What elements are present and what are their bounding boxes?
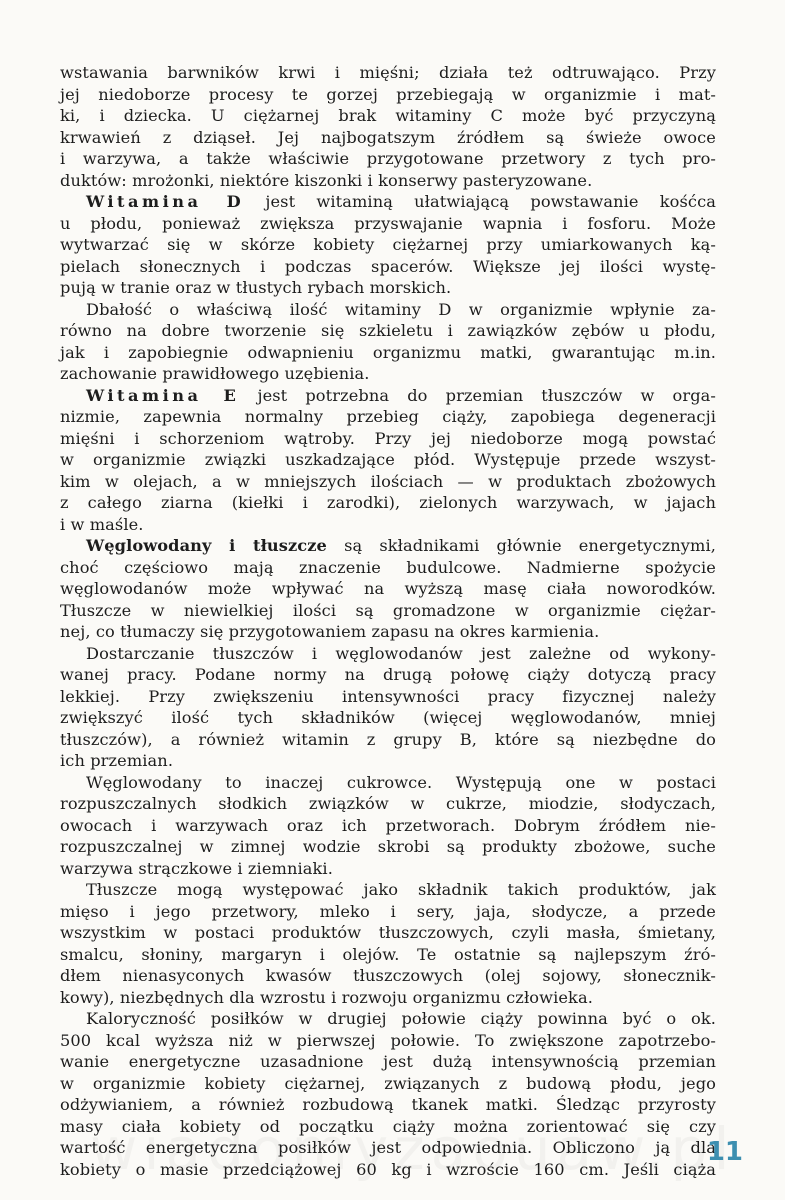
text-line: 500 kcal wyższa niż w pierwszej połowie. To zwiększone zapotrzebo- <box>60 1030 716 1050</box>
text-line: Dostarczanie tłuszczów i węglowodanów jest zależne od wykony- <box>86 643 716 663</box>
text-line: mięso i jego przetwory, mleko i sery, jaja, słodycze, a przede <box>60 901 716 921</box>
text-line: Dbałość o właściwą ilość witaminy D w organizmie wpłynie za- <box>86 299 716 319</box>
text-line: kim w olejach, a w mniejszych ilościach — w produktach zbożowych <box>60 471 716 491</box>
heading-vitamin-d: Witamina D <box>86 192 245 211</box>
paragraph-vitamin-e-first-line <box>60 385 716 407</box>
text-line: nej, co tłumaczy się przygotowaniem zapasu na okres karmienia. <box>60 622 600 641</box>
text-line: odżywianiem, a również rozbudową tkanek matki. Śledząc przyrosty <box>60 1095 716 1114</box>
text-line: u płodu, ponieważ zwiększa przyswajanie wapnia i fosforu. Może <box>60 213 716 233</box>
text-line: smalcu, słoniny, margaryn i olejów. Te ostatnie są najlepszym źró- <box>60 944 716 964</box>
text-line: mięśni i schorzeniom wątroby. Przy jej niedoborze mogą powstać <box>60 428 716 448</box>
text-line: kobiety o masie przedciążowej 60 kg i wzroście 160 cm. Jeśli ciąża <box>60 1159 716 1179</box>
text-segment: jest potrzebna do przemian tłuszczów w orga- <box>257 385 716 405</box>
text-line: kowy), niezbędnych dla wzrostu i rozwoju organizmu człowieka. <box>60 987 593 1007</box>
watermark <box>90 1115 735 1183</box>
text-line: rozpuszczalnych słodkich związków w cukrze, miodzie, słodyczach, <box>60 794 716 813</box>
text-line: duktów: mrożonki, niektóre kiszonki i konserwy pasteryzowane. <box>60 170 593 190</box>
text-line: masy ciała kobiety od początku ciąży można zorientować się czy <box>60 1116 716 1136</box>
text-line: jej niedoborze procesy te gorzej przebiegają w organizmie i mat- <box>60 84 716 104</box>
text-line: Tłuszcze w niewielkiej ilości są gromadzone w organizmie ciężar- <box>60 600 716 620</box>
text-line: ki, i dziecka. U ciężarnej brak witaminy C może być przyczyną <box>60 106 716 125</box>
text-line: wartość energetyczna posiłków jest odpowiednia. Obliczono ją dla <box>60 1138 716 1157</box>
text-line: lekkiej. Przy zwiększeniu intensywności pracy fizycznej należy <box>60 686 716 706</box>
heading-vitamin-e: Witamina E <box>86 385 240 405</box>
paragraph-carbs-fats-first-line <box>60 535 716 557</box>
text-line: zachowanie prawidłowego uzębienia. <box>60 364 370 383</box>
text-line: równo na dobre tworzenie się szkieletu i zawiązków zębów u płodu, <box>60 321 716 340</box>
text-line: wstawania barwników krwi i mięśni; działa też odtruwająco. Przy <box>60 63 716 82</box>
text-line: warzywa strączkowe i ziemniaki. <box>60 858 333 878</box>
text-line: dłem nienasyconych kwasów tłuszczowych (olej sojowy, słonecznik- <box>60 966 716 985</box>
text-line: jak i zapobiegnie odwapnieniu organizmu matki, gwarantując m.in. <box>60 342 716 362</box>
text-line: choć częściowo mają znaczenie budulcowe. Nadmierne spożycie <box>60 557 716 577</box>
text-line: w organizmie kobiety ciężarnej, związanych z budową płodu, jego <box>60 1073 716 1093</box>
text-line: wytwarzać się w skórze kobiety ciężarnej przy umiarkowanych ką- <box>60 235 716 254</box>
text-line: wanej pracy. Podane normy na drugą połowę ciąży dotyczą pracy <box>60 665 716 684</box>
text-segment: jest witaminą ułatwiającą powstawanie kośćca <box>265 192 717 211</box>
text-line: węglowodanów może wpływać na wyższą masę ciała noworodków. <box>60 579 716 598</box>
text-line: rozpuszczalnej w zimnej wodzie skrobi są produkty zbożowe, suche <box>60 837 716 856</box>
page-body <box>60 62 716 1180</box>
text-line: tłuszczów), a również witamin z grupy B, które są niezbędne do <box>60 729 716 749</box>
text-line: wszystkim w postaci produktów tłuszczowych, czyli masła, śmietany, <box>60 923 716 942</box>
text-line: Węglowodany to inaczej cukrowce. Występują one w postaci <box>86 772 716 792</box>
text-segment: są składnikami głównie energetycznymi, <box>344 536 716 555</box>
text-line: nizmie, zapewnia normalny przebieg ciąży, zapobiega degeneracji <box>60 407 716 426</box>
page-number: 11 <box>706 1137 743 1167</box>
text-line: pują w tranie oraz w tłustych rybach morskich. <box>60 278 452 297</box>
text-line: Tłuszcze mogą występować jako składnik takich produktów, jak <box>86 880 716 899</box>
text-line: zwiększyć ilość tych składników (więcej węglowodanów, mniej <box>60 708 716 727</box>
text-line: wanie energetyczne uzasadnione jest dużą intensywnością przemian <box>60 1052 716 1071</box>
text-line: owocach i warzywach oraz ich przetworach. Dobrym źródłem nie- <box>60 815 716 835</box>
text-line: i w maśle. <box>60 514 144 534</box>
heading-carbs-fats: Węglowodany i tłuszcze <box>86 536 327 555</box>
text-line: ich przemian. <box>60 751 174 770</box>
text-line: z całego ziarna (kiełki i zarodki), zielonych warzywach, w jajach <box>60 493 716 512</box>
text-line: Kaloryczność posiłków w drugiej połowie ciąży powinna być o ok. <box>86 1009 716 1028</box>
text-line: i warzywa, a także właściwie przygotowane przetwory z tych pro- <box>60 149 716 168</box>
paragraph-vitamin-d-first-line <box>60 191 716 213</box>
text-line: krwawień z dziąseł. Jej najbogatszym źródłem są świeże owoce <box>60 127 716 147</box>
text-line: pielach słonecznych i podczas spacerów. Większe jej ilości wystę- <box>60 256 716 276</box>
text-line: w organizmie związki uszkadzające płód. Występuje przede wszyst- <box>60 450 716 469</box>
